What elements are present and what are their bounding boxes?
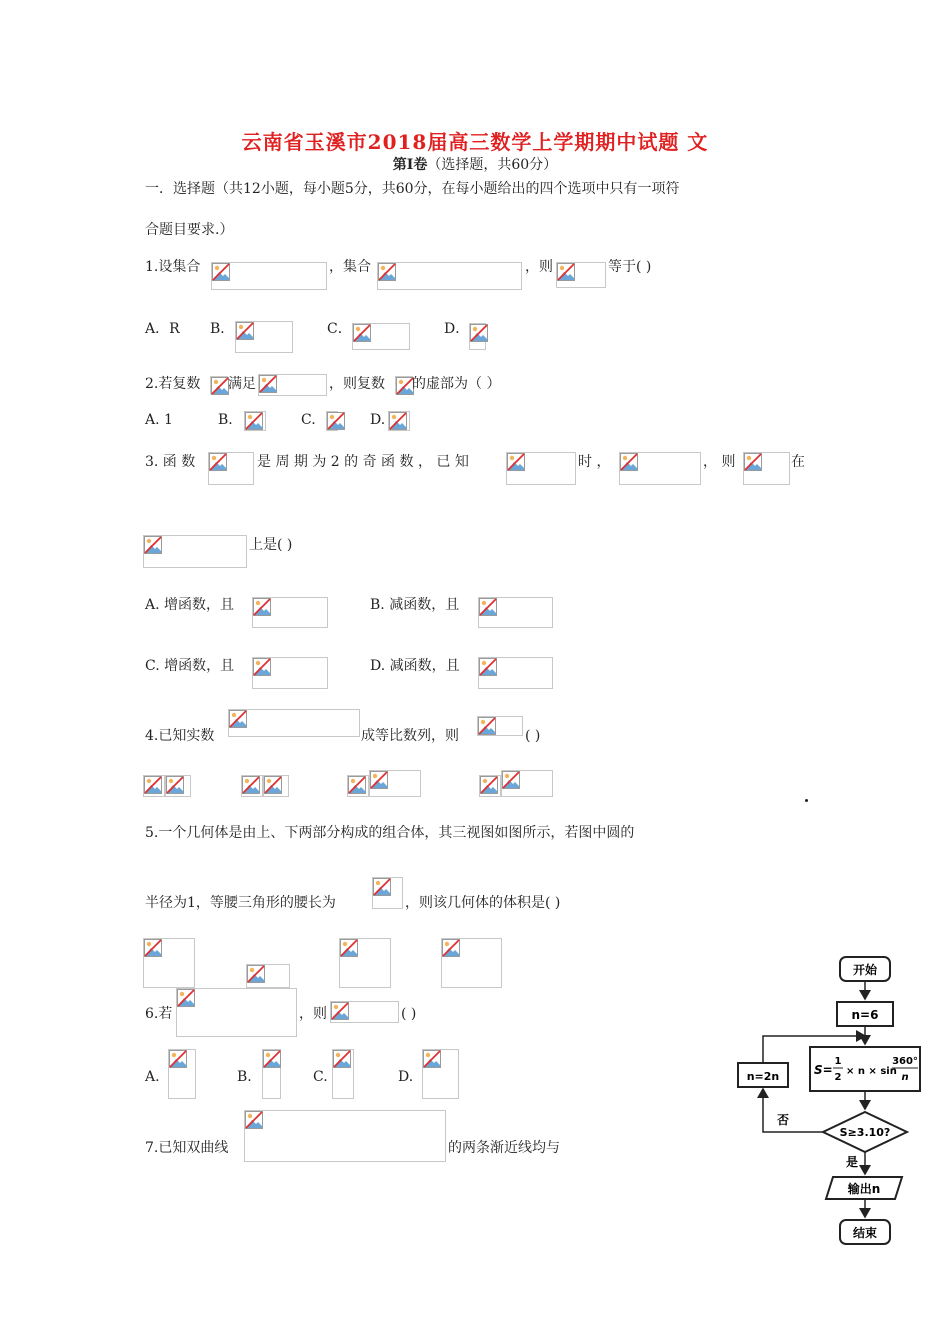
formula-image xyxy=(228,709,360,737)
formula-image xyxy=(369,770,421,797)
q6-option-a: A. xyxy=(145,1069,160,1085)
broken-image-icon xyxy=(331,1002,349,1020)
q6-option-c: C. xyxy=(313,1069,328,1085)
broken-image-icon xyxy=(620,453,638,471)
formula-image xyxy=(208,452,254,485)
formula-image xyxy=(235,321,293,353)
broken-image-icon xyxy=(212,263,230,281)
broken-image-icon xyxy=(479,598,497,616)
formula-image xyxy=(441,938,502,988)
q2-text-d: 的虚部为（ ） xyxy=(412,376,501,392)
q2-text-a: 2.若复数 xyxy=(145,376,201,392)
q1-text-a: 1.设集合 xyxy=(145,259,201,275)
formula-image xyxy=(477,716,523,736)
q4-text-a: 4.已知实数 xyxy=(145,728,215,744)
q2-option-d: D. xyxy=(370,412,386,428)
q7-text-b: 的两条渐近线均与 xyxy=(448,1140,560,1156)
formula-image xyxy=(469,323,486,350)
broken-image-icon xyxy=(507,453,525,471)
broken-image-icon xyxy=(211,377,229,395)
instructions-line-2: 合题目要求.） xyxy=(145,222,234,238)
q2-option-c: C. xyxy=(301,412,316,428)
q1-text-c: ，则 xyxy=(525,259,553,275)
q6-text-a: 6.若 xyxy=(145,1006,173,1022)
formula-image xyxy=(252,597,328,628)
section-heading xyxy=(0,154,950,174)
flowchart-init-label: n=6 xyxy=(851,1008,879,1022)
formula-image xyxy=(262,1049,281,1099)
broken-image-icon xyxy=(169,1050,187,1068)
flowchart-start-label: 开始 xyxy=(852,963,878,977)
flowchart-formula-angle-den: n xyxy=(901,1072,909,1083)
formula-image xyxy=(330,1001,399,1023)
broken-image-icon xyxy=(353,324,371,342)
flowchart-formula-angle: 360° xyxy=(892,1056,918,1067)
broken-image-icon xyxy=(245,1111,263,1129)
formula-image xyxy=(326,411,338,431)
formula-image xyxy=(556,262,606,288)
formula-image xyxy=(165,775,191,797)
formula-image xyxy=(478,597,553,628)
broken-image-icon xyxy=(340,939,358,957)
q3-text-b: 是 周 期 为 2 的 奇 函 数 ， 已 知 xyxy=(257,454,469,470)
formula-image xyxy=(211,262,327,290)
flowchart-end-label: 结束 xyxy=(852,1226,878,1240)
broken-image-icon xyxy=(144,536,162,554)
broken-image-icon xyxy=(378,263,396,281)
broken-image-icon xyxy=(209,453,227,471)
broken-image-icon xyxy=(423,1050,441,1068)
flowchart-formula-den: 2 xyxy=(834,1072,842,1083)
broken-image-icon xyxy=(144,776,162,794)
flowchart-formula-num: 1 xyxy=(834,1056,842,1067)
formula-image xyxy=(263,775,289,797)
q5-text-b: 半径为1，等腰三角形的腰长为 xyxy=(145,895,336,911)
q6-text-b: ，则 xyxy=(299,1006,327,1022)
q2-option-b: B. xyxy=(218,412,233,428)
broken-image-icon xyxy=(264,776,282,794)
broken-image-icon xyxy=(236,322,254,340)
q1-option-d: D． xyxy=(444,321,470,337)
q6-option-b: B. xyxy=(237,1069,252,1085)
stray-dot xyxy=(805,799,808,802)
broken-image-icon xyxy=(263,1050,281,1068)
formula-image xyxy=(506,452,576,485)
q6-option-d: D. xyxy=(398,1069,414,1085)
formula-image xyxy=(352,323,410,350)
broken-image-icon xyxy=(242,776,260,794)
formula-image xyxy=(244,1110,446,1162)
q3-text-c: 时 ， xyxy=(578,454,611,470)
broken-image-icon xyxy=(373,878,391,896)
formula-image xyxy=(377,262,522,290)
broken-image-icon xyxy=(144,939,162,957)
formula-image xyxy=(143,775,165,797)
flowchart-no-label: 否 xyxy=(776,1113,790,1127)
q3-option-c: C. 增函数，且 xyxy=(145,658,235,674)
formula-image xyxy=(347,775,369,797)
q3-option-b: B. 减函数，且 xyxy=(370,597,460,613)
flowchart-formula-body: × n × sin xyxy=(846,1066,897,1077)
broken-image-icon xyxy=(370,771,388,789)
broken-image-icon xyxy=(333,1050,351,1068)
broken-image-icon xyxy=(245,412,263,430)
flowchart-yes-label: 是 xyxy=(845,1155,859,1169)
q1-option-b: B． xyxy=(210,321,235,337)
formula-image xyxy=(422,1049,459,1099)
formula-image xyxy=(395,376,413,394)
q5-text-c: ，则该几何体的体积是( ) xyxy=(405,895,561,911)
broken-image-icon xyxy=(327,412,345,430)
q2-text-b: 满足 xyxy=(228,376,256,392)
formula-image xyxy=(478,657,553,689)
broken-image-icon xyxy=(259,375,277,393)
q4-text-c: ( ) xyxy=(525,728,541,744)
formula-image xyxy=(244,411,266,431)
flowchart-output-label: 输出n xyxy=(847,1182,881,1196)
formula-image xyxy=(143,938,195,988)
q5-text-a: 5.一个几何体是由上、下两部分构成的组合体，其三视图如图所示，若图中圆的 xyxy=(145,825,635,841)
page-title: 云南省玉溪市2018届高三数学上学期期中试题 文 xyxy=(241,130,709,154)
broken-image-icon xyxy=(557,263,575,281)
broken-image-icon xyxy=(253,658,271,676)
broken-image-icon xyxy=(480,776,498,794)
broken-image-icon xyxy=(478,717,496,735)
q2-option-a: A. 1 xyxy=(145,412,173,428)
broken-image-icon xyxy=(479,658,497,676)
flowchart xyxy=(725,950,925,1250)
instructions-line-1: 一．选择题（共12小题，每小题5分，共60分，在每小题给出的四个选项中只有一项符 xyxy=(145,181,680,197)
q1-text-d: 等于( ) xyxy=(608,259,652,275)
formula-image xyxy=(258,374,327,396)
broken-image-icon xyxy=(348,776,366,794)
broken-image-icon xyxy=(502,771,520,789)
q1-option-c: C． xyxy=(327,321,352,337)
broken-image-icon xyxy=(177,989,195,1007)
broken-image-icon xyxy=(389,412,407,430)
formula-image xyxy=(168,1049,196,1099)
q3-text-f: 上是( ) xyxy=(249,537,293,553)
q6-text-c: ( ) xyxy=(401,1006,417,1022)
q3-option-a: A. 增函数，且 xyxy=(145,597,235,613)
flowchart-formula-prefix: S= xyxy=(814,1063,833,1077)
broken-image-icon xyxy=(253,598,271,616)
formula-image xyxy=(241,775,263,797)
formula-image xyxy=(743,452,790,485)
broken-image-icon xyxy=(247,965,265,983)
q3-text-a: 3. 函 数 xyxy=(145,454,196,470)
formula-image xyxy=(619,452,701,485)
q3-text-e: 在 xyxy=(791,454,805,470)
q1-option-a: A．R xyxy=(145,321,180,337)
q1-text-b: ，集合 xyxy=(329,259,371,275)
formula-image xyxy=(372,877,403,909)
section-note: （选择题，共60分） xyxy=(427,157,558,173)
q3-option-d: D. 减函数，且 xyxy=(370,658,460,674)
broken-image-icon xyxy=(744,453,762,471)
formula-image xyxy=(332,1049,354,1099)
section-label: 第Ⅰ卷 xyxy=(392,157,428,173)
formula-image xyxy=(246,964,290,988)
q3-text-d: ， 则 xyxy=(703,454,736,470)
formula-image xyxy=(143,535,247,568)
formula-image xyxy=(339,938,391,988)
formula-image xyxy=(479,775,501,797)
flowchart-condition-label: S≥3.10? xyxy=(839,1126,891,1139)
formula-image xyxy=(252,657,328,689)
formula-image xyxy=(388,411,410,431)
q2-text-c: ，则复数 xyxy=(329,376,385,392)
formula-image xyxy=(501,770,553,797)
q7-text-a: 7.已知双曲线 xyxy=(145,1140,229,1156)
broken-image-icon xyxy=(470,324,488,342)
broken-image-icon xyxy=(229,710,247,728)
formula-image xyxy=(176,988,297,1037)
flowchart-update-label: n=2n xyxy=(746,1070,780,1083)
broken-image-icon xyxy=(166,776,184,794)
q4-text-b: 成等比数列，则 xyxy=(361,728,459,744)
broken-image-icon xyxy=(442,939,460,957)
formula-image xyxy=(210,376,228,394)
